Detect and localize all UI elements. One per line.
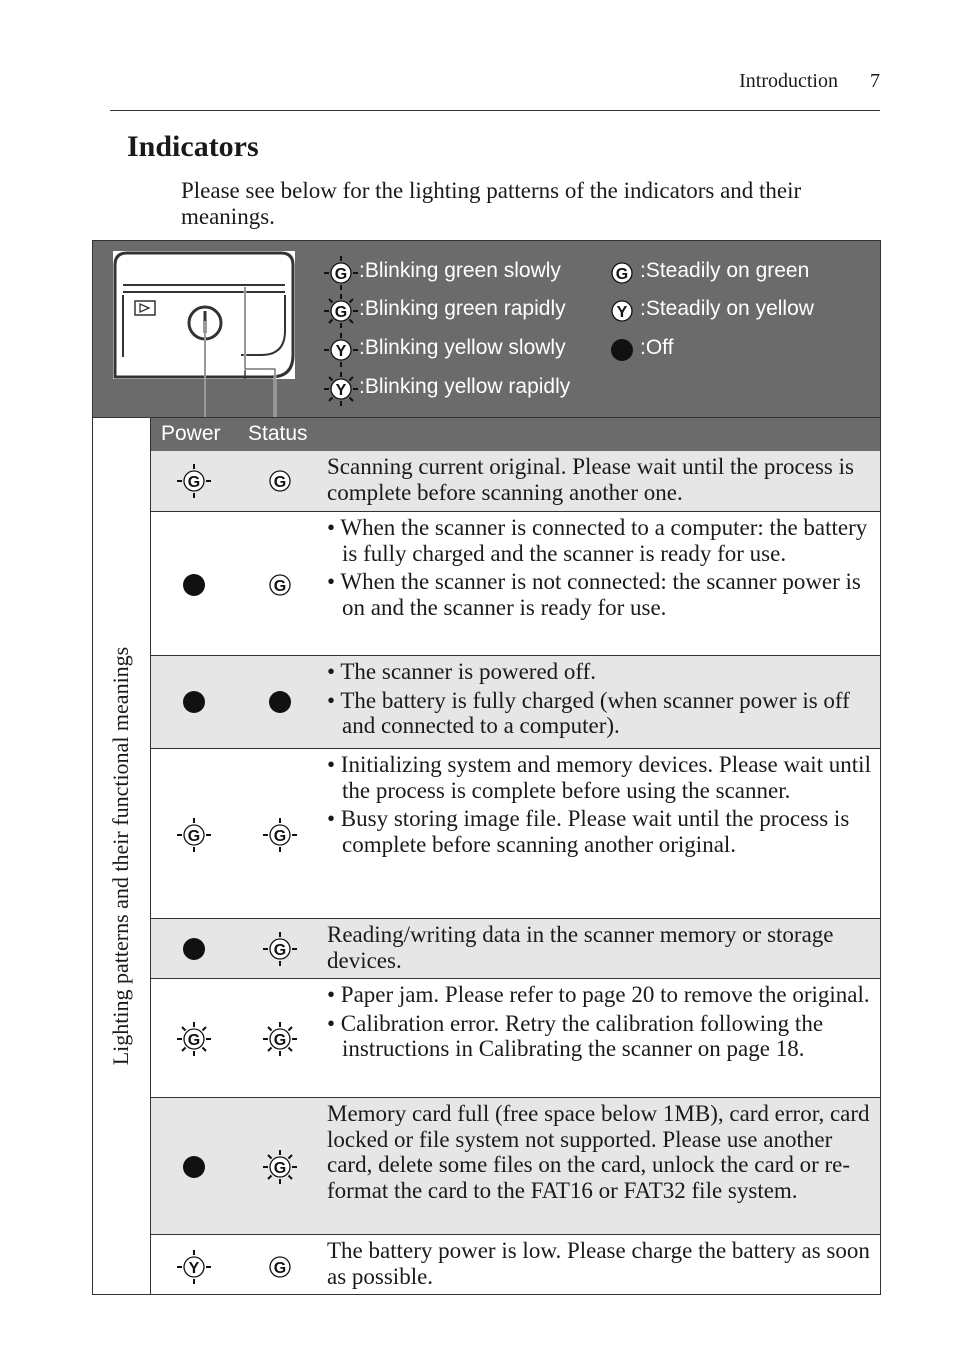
status-indicator-icon: [262, 1249, 298, 1285]
row-bullet: • The battery is fully charged (when scanner power is off and connected to a computer).: [327, 687, 850, 738]
svg-text:G: G: [187, 1032, 201, 1049]
header-rule: [110, 110, 880, 111]
table-row: [151, 979, 880, 1098]
legend-label: :Off: [640, 336, 674, 359]
row-text: Memory card full (free space below 1MB), card error, card locked or file system not supported. Please use another card, delete some files on the card, unlock the card or re-format the card to the FAT16 or FAT32 file system.: [327, 1101, 870, 1203]
power-indicator-icon: [176, 1249, 212, 1285]
row-text: Reading/writing data in the scanner memory or storage devices.: [327, 922, 834, 973]
row-description: [327, 515, 877, 620]
svg-text:Y: Y: [616, 304, 628, 321]
row-bullet: • Busy storing image file. Please wait until the process is complete before scanning another original.: [327, 806, 850, 857]
blinking-yellow-slowly-icon: [323, 332, 359, 368]
power-indicator-icon: [176, 1021, 212, 1057]
row-bullet: • When the scanner is connected to a computer: the battery is fully charged and the scanner is ready for use.: [327, 515, 868, 566]
svg-text:G: G: [273, 828, 287, 845]
power-indicator-icon: [176, 684, 212, 720]
svg-text:G: G: [273, 1160, 287, 1177]
svg-text:G: G: [273, 474, 287, 491]
blinking-yellow-rapidly-icon: [323, 371, 359, 407]
steady-yellow-icon: [604, 293, 640, 329]
row-text: Scanning current original. Please wait until the process is complete before scanning another one.: [327, 454, 854, 505]
svg-text:G: G: [273, 578, 287, 595]
svg-text:G: G: [334, 304, 348, 321]
table-row: [151, 1098, 880, 1235]
legend-label: :Blinking green slowly: [359, 259, 561, 282]
row-text: The battery power is low. Please charge the battery as soon as possible.: [327, 1238, 870, 1289]
svg-text:G: G: [273, 1032, 287, 1049]
table-row: [151, 656, 880, 749]
row-description: [327, 454, 877, 505]
power-indicator-icon: [176, 1149, 212, 1185]
row-description: [327, 982, 877, 1062]
indicator-table: [92, 240, 881, 1295]
row-description: [327, 659, 877, 739]
svg-text:Y: Y: [188, 1260, 200, 1277]
legend-label: :Steadily on yellow: [640, 297, 814, 320]
blinking-green-rapidly-icon: [323, 293, 359, 329]
row-bullet: • Paper jam. Please refer to page 20 to remove the original.: [327, 982, 870, 1007]
header-section-title: Introduction: [739, 70, 838, 92]
table-row: [151, 451, 880, 512]
table-row: [151, 512, 880, 656]
status-column-header: Status: [248, 422, 308, 445]
status-leader-line: [243, 287, 279, 417]
page-number: 7: [870, 70, 880, 92]
power-indicator-icon: [176, 463, 212, 499]
row-bullet: • The scanner is powered off.: [327, 659, 597, 684]
power-leader-line: [203, 321, 213, 417]
row-bullet: • Initializing system and memory devices. Please wait until the process is complete before using the scanner.: [327, 752, 871, 803]
row-bullet: • When the scanner is not connected: the scanner power is on and the scanner is ready for use.: [327, 569, 861, 620]
svg-text:Y: Y: [335, 382, 347, 399]
table-row: [151, 749, 880, 919]
intro-paragraph: Please see below for the lighting patterns of the indicators and their meanings.: [181, 178, 802, 229]
svg-text:Y: Y: [335, 343, 347, 360]
side-label: Lighting patterns and their functional meanings: [108, 646, 133, 1066]
row-description: [327, 1101, 877, 1203]
power-indicator-icon: [176, 931, 212, 967]
power-indicator-icon: [176, 817, 212, 853]
status-indicator-icon: [262, 931, 298, 967]
blinking-green-slowly-icon: [323, 255, 359, 291]
status-indicator-icon: [262, 1021, 298, 1057]
svg-text:G: G: [334, 266, 348, 283]
column-header: [151, 418, 880, 452]
section-title: Indicators: [127, 130, 259, 163]
power-column-header: Power: [161, 422, 221, 445]
row-description: [327, 752, 877, 857]
row-description: [327, 1238, 877, 1289]
row-bullet: • Calibration error. Retry the calibration following the instructions in Calibrating the scanner on page 18.: [327, 1010, 824, 1061]
legend-label: :Blinking green rapidly: [359, 297, 566, 320]
status-indicator-icon: [262, 567, 298, 603]
status-indicator-icon: [262, 1149, 298, 1185]
svg-text:G: G: [273, 1260, 287, 1277]
status-indicator-icon: [262, 817, 298, 853]
table-row: [151, 919, 880, 979]
power-indicator-icon: [176, 567, 212, 603]
legend-label: :Blinking yellow slowly: [359, 336, 566, 359]
legend-label: :Blinking yellow rapidly: [359, 375, 571, 398]
svg-text:G: G: [187, 828, 201, 845]
legend-label: :Steadily on green: [640, 259, 810, 282]
status-indicator-icon: [262, 463, 298, 499]
side-column: [93, 418, 151, 1295]
row-description: [327, 922, 877, 973]
legend-panel: [93, 241, 880, 418]
table-row: [151, 1235, 880, 1294]
svg-text:G: G: [187, 474, 201, 491]
page-header: [110, 70, 880, 94]
off-icon: [604, 332, 640, 368]
steady-green-icon: [604, 255, 640, 291]
status-indicator-icon: [262, 684, 298, 720]
svg-text:G: G: [615, 266, 629, 283]
svg-text:G: G: [273, 942, 287, 959]
